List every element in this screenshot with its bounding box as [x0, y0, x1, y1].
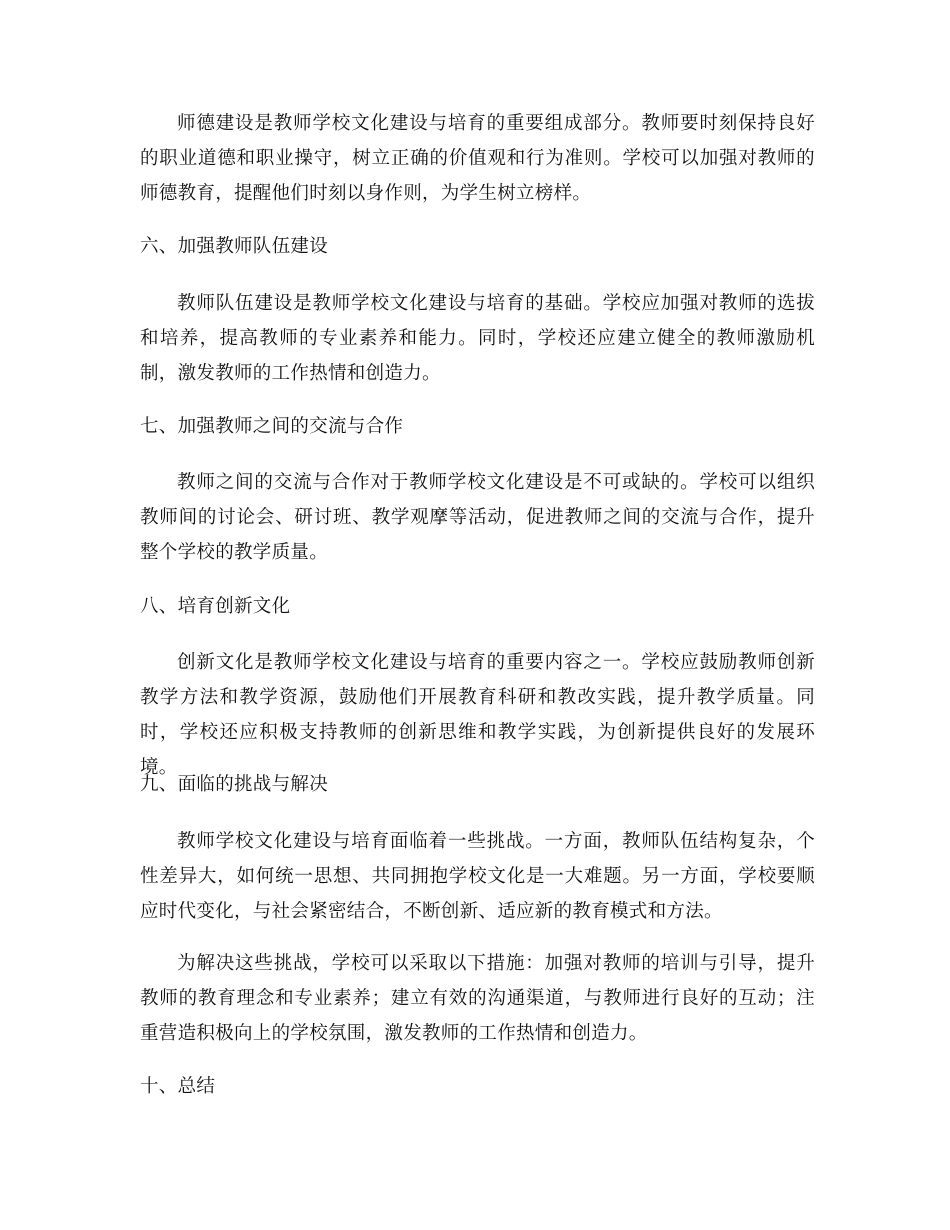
heading-section-10: 十、总结 — [140, 1076, 216, 1097]
heading-section-8: 八、培育创新文化 — [140, 596, 291, 617]
heading-section-9: 九、面临的挑战与解决 — [140, 774, 329, 795]
paragraph-teacher-ethics: 师德建设是教师学校文化建设与培育的重要组成部分。教师要时刻保持良好的职业道德和职业操守，树立正确的价值观和行为准则。学校可以加强对教师的师德教育，提醒他们时刻以身作则，为学生树立榜样。 — [140, 113, 815, 204]
paragraph-teacher-team: 教师队伍建设是教师学校文化建设与培育的基础。学校应加强对教师的选拔和培养，提高教师的专业素养和能力。同时，学校还应建立健全的教师激励机制，激发教师的工作热情和创造力。 — [140, 293, 815, 384]
paragraph-solutions: 为解决这些挑战，学校可以采取以下措施：加强对教师的培训与引导，提升教师的教育理念和专业素养；建立有效的沟通渠道，与教师进行良好的互动；注重营造积极向上的学校氛围，激发教师的工作热情和创造力。 — [140, 953, 815, 1044]
heading-section-7: 七、加强教师之间的交流与合作 — [140, 416, 404, 437]
paragraph-teacher-exchange: 教师之间的交流与合作对于教师学校文化建设是不可或缺的。学校可以组织教师间的讨论会、研讨班、教学观摩等活动，促进教师之间的交流与合作，提升整个学校的教学质量。 — [140, 472, 815, 563]
paragraph-innovation-culture: 创新文化是教师学校文化建设与培育的重要内容之一。学校应鼓励教师创新教学方法和教学资源，鼓励他们开展教育科研和教改实践，提升教学质量。同时，学校还应积极支持教师的创新思维和教学实践，为创新提供良好的发展环境。 — [140, 652, 815, 778]
paragraph-challenges: 教师学校文化建设与培育面临着一些挑战。一方面，教师队伍结构复杂，个性差异大，如何统一思想、共同拥抱学校文化是一大难题。另一方面，学校要顺应时代变化，与社会紧密结合，不断创新、适应新的教育模式和方法。 — [140, 831, 815, 922]
heading-section-6: 六、加强教师队伍建设 — [140, 236, 329, 257]
